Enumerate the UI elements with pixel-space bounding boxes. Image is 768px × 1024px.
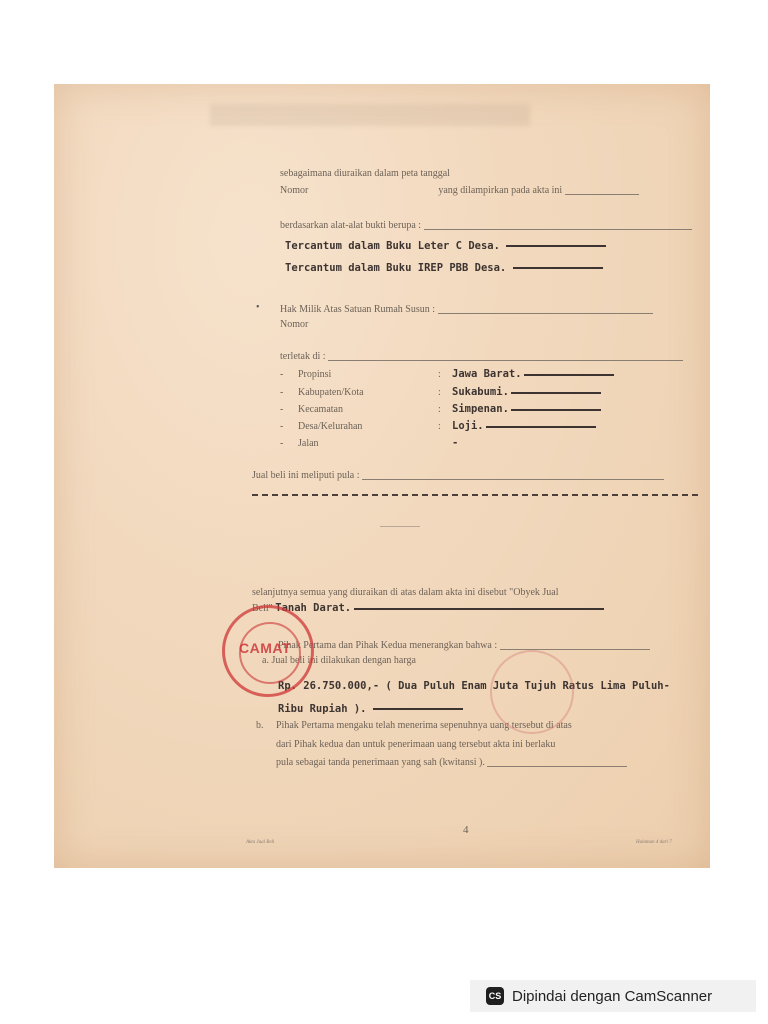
camat-seal-stamp <box>222 605 314 697</box>
typed-dash <box>373 708 463 710</box>
location-row: - Kecamatan : Simpenan. <box>280 403 601 415</box>
text: Jual beli ini dilakukan dengan harga <box>271 655 416 666</box>
blank-line <box>438 306 653 314</box>
blank-line <box>500 642 650 650</box>
footer-right: Halaman 4 dari 7 <box>636 840 672 845</box>
text-line <box>252 587 559 598</box>
blank-line <box>424 222 692 230</box>
typed-dash <box>486 426 596 428</box>
price-text: Rp. 26.750.000,- ( Dua Puluh Enam Juta Tujuh Ratus Lima Puluh- <box>278 680 670 692</box>
camscanner-logo-icon: CS <box>486 987 504 1005</box>
camscanner-text: Dipindai dengan CamScanner <box>512 987 713 1005</box>
text-line <box>276 757 627 768</box>
typed-line <box>278 703 463 715</box>
typed-dash-line <box>252 494 698 496</box>
typed-dash <box>511 409 601 411</box>
text-line <box>280 185 639 196</box>
location-value: Loji. <box>452 420 484 432</box>
text: terletak di : <box>280 351 326 362</box>
short-line <box>380 526 420 527</box>
location-row: - Propinsi : Jawa Barat. <box>280 368 614 380</box>
typed-dash <box>506 245 606 247</box>
typed-dash <box>513 267 603 269</box>
text: Beli" <box>252 603 273 614</box>
text-line <box>278 640 650 651</box>
typed-line <box>285 240 606 252</box>
text: Hak Milik Atas Satuan Rumah Susun : <box>280 304 435 315</box>
text: Nomor <box>280 319 309 330</box>
footer-left: Akta Jual Beli <box>246 840 275 845</box>
bullet-icon: • <box>256 302 260 313</box>
camscanner-watermark <box>470 980 756 1012</box>
list-marker <box>256 720 264 731</box>
typed-text: Tanah Darat. <box>275 602 352 614</box>
blank-line <box>487 759 627 767</box>
faded-header-area <box>210 104 530 126</box>
text: b. <box>256 720 264 731</box>
location-row: - Desa/Kelurahan : Loji. <box>280 420 596 432</box>
location-row: - Jalan - <box>280 437 459 449</box>
text: Jual beli ini meliputi pula : <box>252 470 360 481</box>
location-label: Propinsi <box>298 369 332 380</box>
location-value: - <box>452 437 459 449</box>
typed-line <box>285 262 603 274</box>
text: dari Pihak kedua dan untuk penerimaan uang tersebut akta ini berlaku <box>276 739 556 750</box>
blank-line <box>362 472 664 480</box>
text: berdasarkan alat-alat bukti berupa : <box>280 220 422 231</box>
text-line <box>280 304 653 315</box>
text: sebagaimana diuraikan dalam peta tanggal <box>280 168 450 179</box>
text: selanjutnya semua yang diuraikan di atas dalam akta ini disebut "Obyek Jual <box>252 587 559 598</box>
location-row: - Kabupaten/Kota : Sukabumi. <box>280 386 601 398</box>
faded-seal <box>490 650 574 734</box>
text: yang dilampirkan pada akta ini <box>438 185 563 196</box>
typed-text: Tercantum dalam Buku Leter C Desa. <box>285 240 500 252</box>
typed-line <box>278 680 670 692</box>
location-label: Desa/Kelurahan <box>298 421 363 432</box>
text: Pihak Pertama mengaku telah menerima sepenuhnya uang tersebut di atas <box>276 720 572 731</box>
location-value: Sukabumi. <box>452 386 509 398</box>
price-text: Ribu Rupiah ). <box>278 703 367 715</box>
text-line <box>280 319 308 330</box>
location-label: Kabupaten/Kota <box>298 387 364 398</box>
text-line <box>252 602 604 614</box>
text-line <box>280 168 450 179</box>
text-line <box>252 470 664 481</box>
text-line <box>280 220 692 231</box>
location-label: Kecamatan <box>298 404 343 415</box>
typed-text: Tercantum dalam Buku IREP PBB Desa. <box>285 262 507 274</box>
text: Nomor <box>280 185 309 196</box>
typed-dash <box>354 608 604 610</box>
location-value: Simpenan. <box>452 403 509 415</box>
text: pula sebagai tanda penerimaan yang sah (kwitansi ). <box>276 757 485 768</box>
typed-dash <box>524 374 614 376</box>
location-value: Jawa Barat. <box>452 368 522 380</box>
blank-line <box>328 353 683 361</box>
location-label: Jalan <box>298 438 319 449</box>
list-marker: a. <box>262 655 269 666</box>
typed-dash <box>511 392 601 394</box>
text-line <box>276 739 555 750</box>
blank-line <box>565 187 639 195</box>
text-line <box>280 351 683 362</box>
stamp-text: CAMAT <box>239 640 292 656</box>
text: Pihak Pertama dan Pihak Kedua menerangkan bahwa : <box>278 640 498 651</box>
page-number: 4 <box>463 824 469 836</box>
